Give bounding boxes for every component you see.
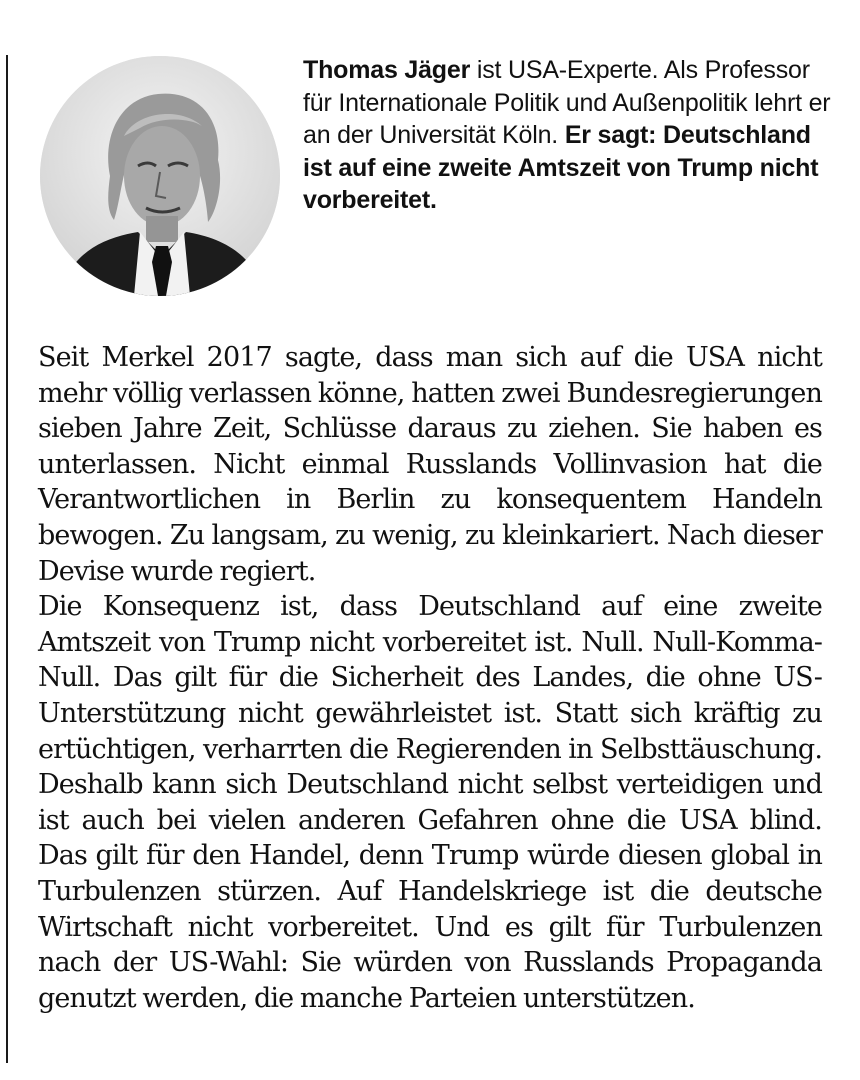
bio-paragraph [303, 54, 833, 217]
article-body [38, 340, 822, 1016]
author-quote: Er sagt: Deutschland ist auf eine zweite Amtszeit von Trump nicht vorbereitet. [303, 121, 819, 214]
author-description: ist USA-Experte. Als Professor für Internationale Politik und Außenpolitik lehrt er an der Universität Köln. [303, 56, 831, 149]
article-paragraph: Die Konsequenz ist, dass Deutschland auf eine zweite Amtszeit von Trump nicht vorbereitet ist. Null. Null-Komma-Null. Das gilt für die Sicherheit des Landes, die ohne US-Unterstützung nicht gewährleistet ist. Statt sich kräftig zu ertüchtigen, verharrten die Regierenden in Selbsttäuschung. Deshalb kann sich Deutschland nicht selbst verteidigen und ist auch bei vielen anderen Gefahren ohne die USA blind. Das gilt für den Handel, denn Trump würde diesen global in Turbulenzen stürzen. Auf Handelskriege ist die deutsche Wirtschaft nicht vorbereitet. Und es gilt für Turbulenzen nach der US-Wahl: Sie würden von Russlands Propaganda genutzt werden, die manche Parteien unterstützen. [38, 591, 822, 1014]
person-portrait-icon [40, 56, 280, 296]
author-name: Thomas Jäger [303, 56, 471, 84]
author-bio [303, 54, 833, 217]
author-portrait [40, 56, 280, 296]
column-divider [6, 55, 8, 1063]
article-paragraph: Seit Merkel 2017 sagte, dass man sich auf die USA nicht mehr völlig verlassen könne, hatten zwei Bundesregierungen sieben Jahre Zeit, Schlüsse daraus zu ziehen. Sie haben es unterlassen. Nicht einmal Russlands Vollinvasion hat die Verantwortlichen in Berlin zu konsequentem Handeln bewogen. Zu langsam, zu wenig, zu kleinkariert. Nach dieser Devise wurde regiert. [38, 342, 822, 587]
